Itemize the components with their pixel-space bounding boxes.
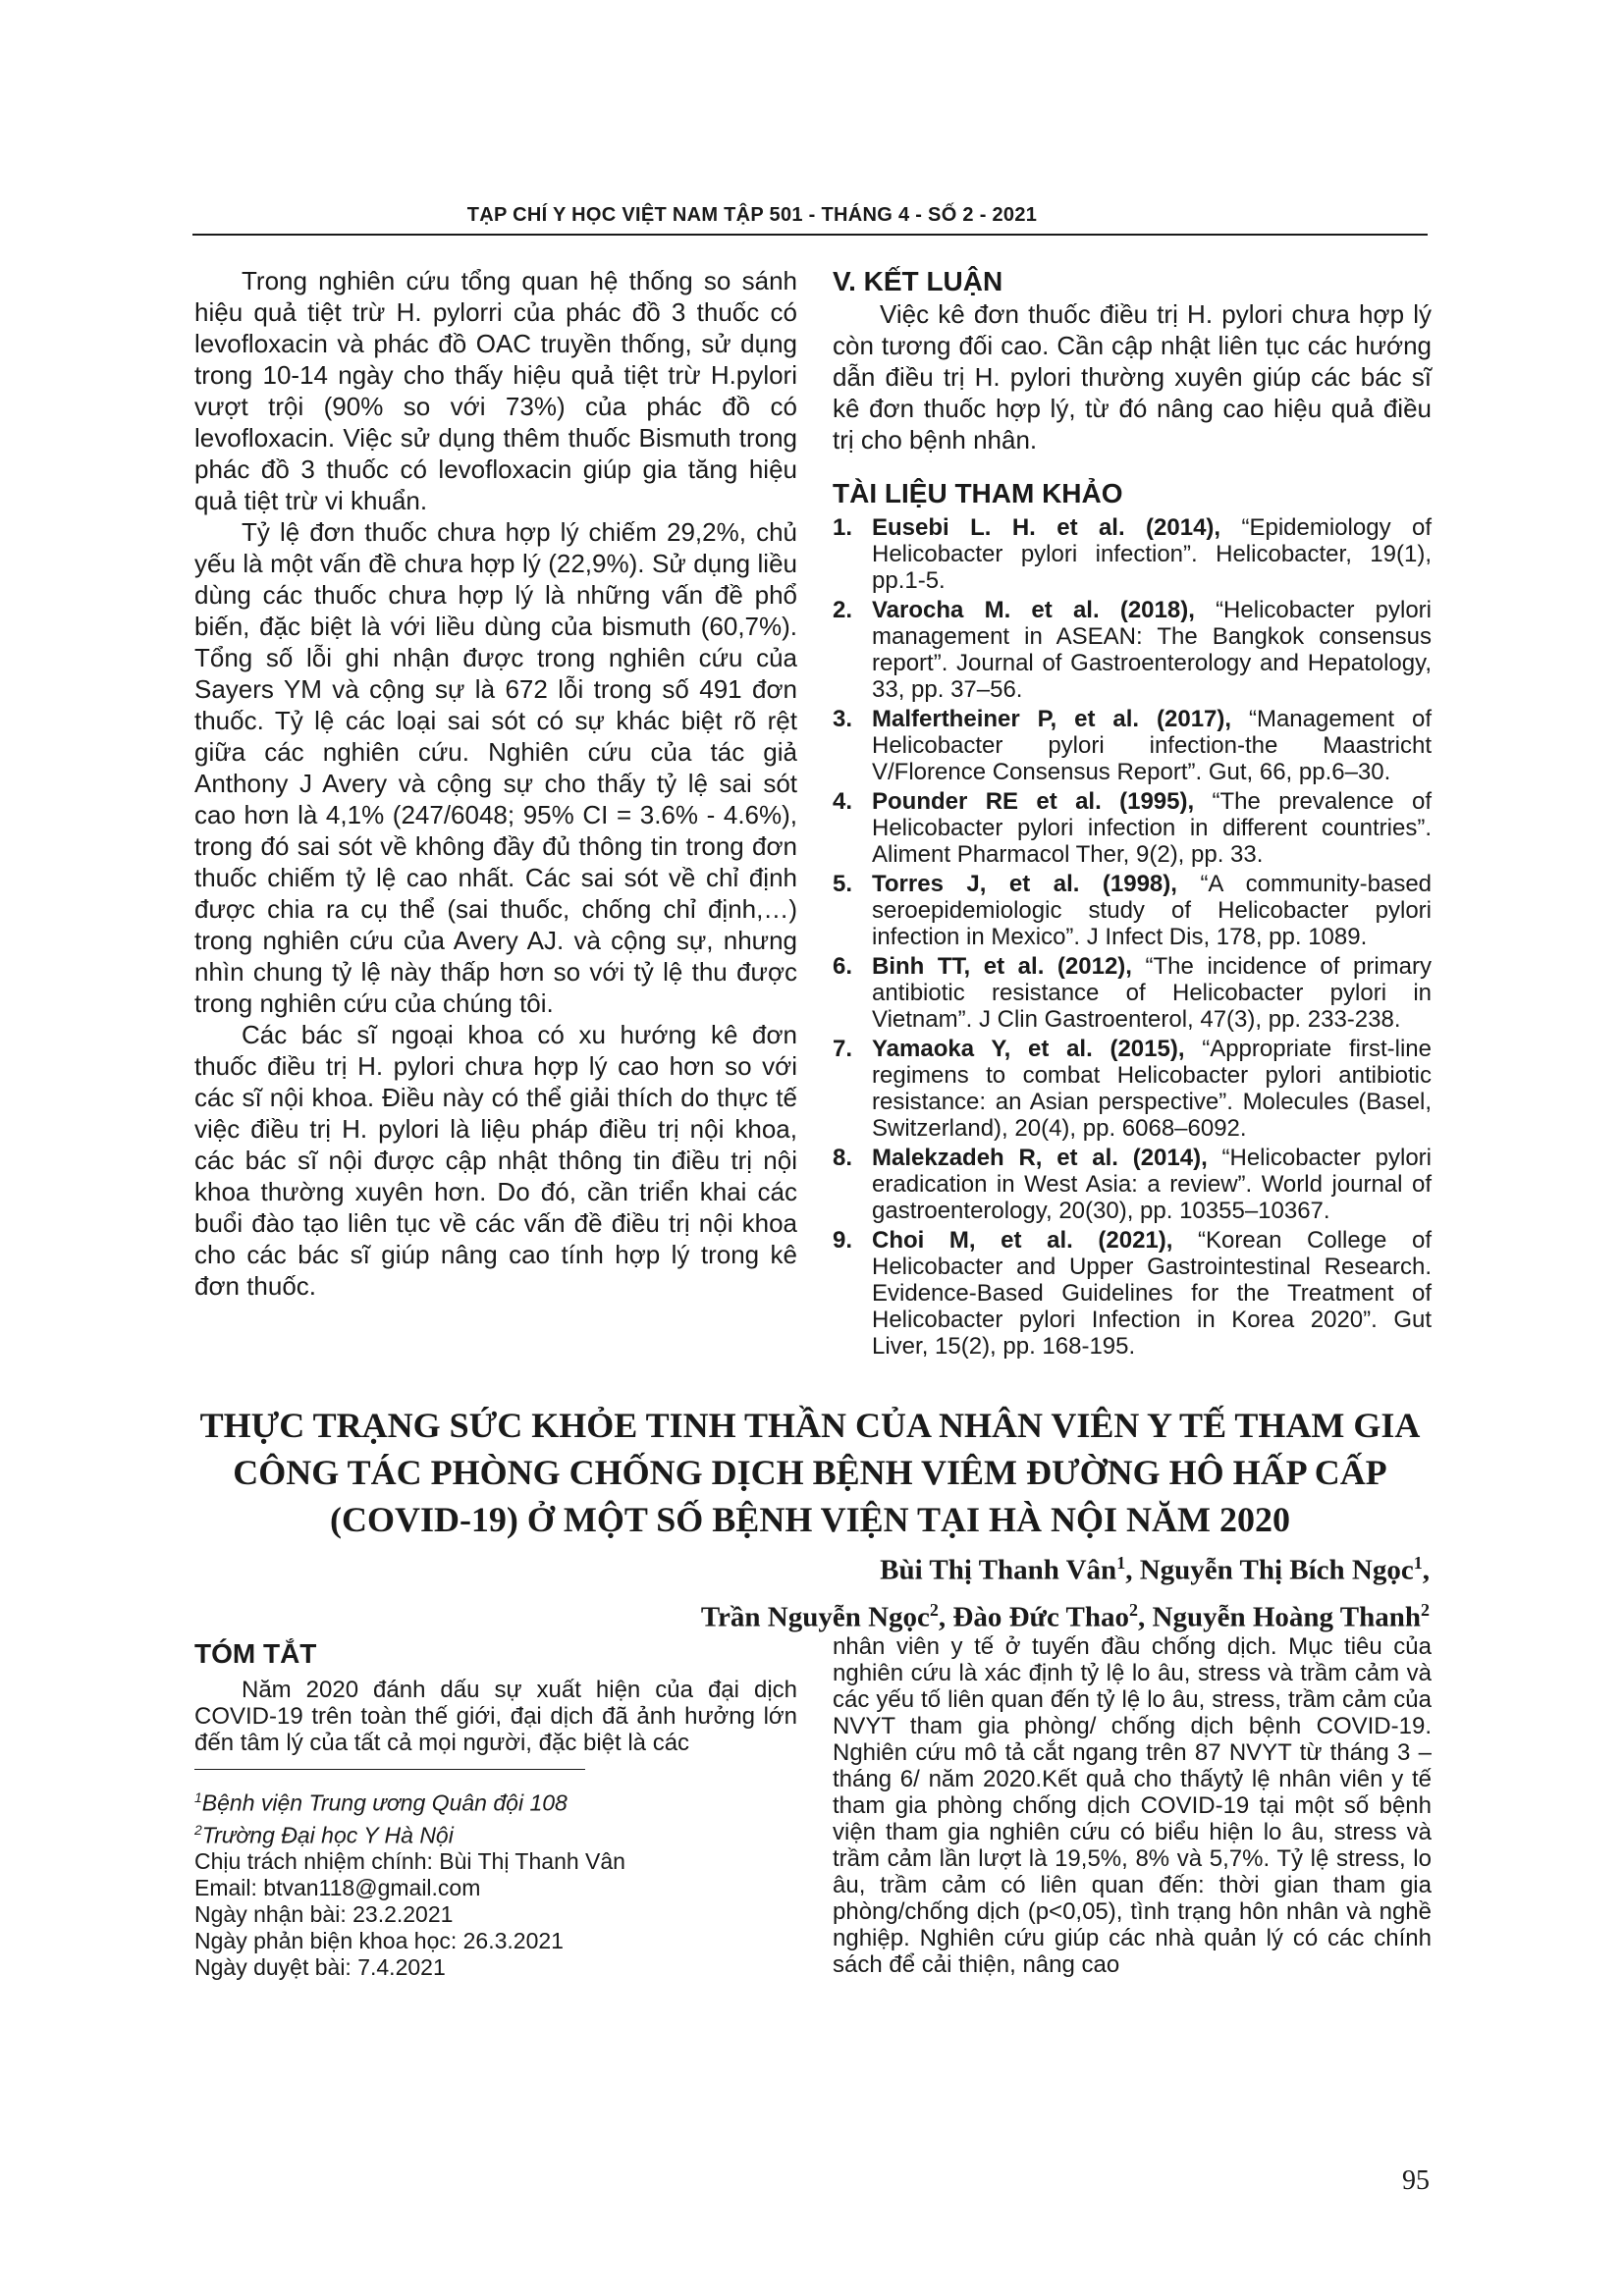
body-paragraph: Trong nghiên cứu tổng quan hệ thống so sánh hiệu quả tiệt trừ H. pylorri của phác đồ 3 thuốc có levofloxacin và phác đồ OAC truyền thống, sử dụng trong 10-14 ngày cho thấy hiệu quả tiệt trừ H.pylori vượt trội (90% so với 73%) của phác đồ có levofloxacin. Việc sử dụng thêm thuốc Bismuth trong phác đồ 3 thuốc có levofloxacin giúp gia tăng hiệu quả tiệt trừ vi khuẩn. bbox=[194, 266, 797, 515]
author-line bbox=[701, 1590, 1430, 1637]
abstract-text-continued: nhân viên y tế ở tuyến đầu chống dịch. Mục tiêu của nghiên cứu là xác định tỷ lệ lo âu, stress và trầm cảm và các yếu tố liên quan đến tỷ lệ lo âu, stress, trầm cảm của NVYT tham gia phòng/ chống dịch bệnh COVID-19. Nghiên cứu mô tả cắt ngang trên 87 NVYT từ tháng 3 – tháng 6/ năm 2020.Kết quả cho thấytỷ lệ nhân viên y tế tham gia phòng chống dịch COVID-19 tại một số bệnh viện tham gia nghiên cứu có biểu hiện lo âu, stress và trầm cảm lần lượt là 19,5%, 8% và 5,7%. Tỷ lệ stress, lo âu, trầm cảm có liên quan đến: thời gian tham gia phòng/chống dịch (p<0,05), tình trạng hôn nhân và nghề nghiệp. Nghiên cứu giúp các nhà quản lý có các chính sách để cải thiện, nâng cao bbox=[833, 1633, 1432, 1978]
affiliation-1: $^1$Bệnh viện Trung ương Quân đội 108 bbox=[194, 1789, 568, 1816]
reference-item: 9. Choi M, et al. (2021), “Korean College of Helicobacter and Upper Gastrointestinal Research. Evidence-Based Guidelines for the Treatment of Helicobacter pylori Infection in Korea 2020”. Gut Liver, 15(2), pp. 168-195. bbox=[833, 1227, 1433, 1360]
author-separator: , bbox=[1125, 1554, 1140, 1586]
footnotes bbox=[194, 1785, 797, 1981]
reference-item: 4. Pounder RE et al. (1995), “The prevalence of Helicobacter pylori infection in different countries”. Aliment Pharmacol Ther, 9(2), pp. 33. bbox=[833, 788, 1432, 868]
reference-item: 6. Binh TT, et al. (2012), “The incidence of primary antibiotic resistance of Helicobacter pylori in Vietnam”. J Clin Gastroenterol, 47(3), pp. 233-238. bbox=[833, 953, 1432, 1033]
author-affiliation-mark: 2 bbox=[1129, 1599, 1139, 1620]
reference-item: 1. Eusebi L. H. et al. (2014), “Epidemiology of Helicobacter pylori infection”. Helicobacter, 19(1), pp.1-5. bbox=[833, 514, 1432, 594]
abstract-right bbox=[833, 1633, 1432, 1978]
page-number: 95 bbox=[1402, 2165, 1430, 2196]
reference-item: 2. Varocha M. et al. (2018), “Helicobacter pylori management in ASEAN: The Bangkok consensus report”. Journal of Gastroenterology and Hepatology, 33, pp. 37–56. bbox=[833, 597, 1432, 703]
author-name: Trần Nguyễn Ngọc bbox=[700, 1601, 930, 1633]
corresponding-author: Chịu trách nhiệm chính: Bùi Thị Thanh Vân bbox=[194, 1848, 625, 1875]
accepted-date: Ngày duyệt bài: 7.4.2021 bbox=[194, 1954, 446, 1981]
author-list bbox=[701, 1543, 1430, 1636]
article-title bbox=[192, 1402, 1428, 1543]
author-name: Đào Đức Thao bbox=[952, 1601, 1130, 1633]
left-column bbox=[194, 265, 797, 1302]
title-line: THỰC TRẠNG SỨC KHỎE TINH THẦN CỦA NHÂN VIÊN Y TẾ THAM GIA bbox=[199, 1406, 1421, 1445]
reference-item: 5. Torres J, et al. (1998), “A community-based seroepidemiologic study of Helicobacter pylori infection in Mexico”. J Infect Dis, 178, pp. 1089. bbox=[833, 871, 1433, 950]
conclusion-heading: V. KẾT LUẬN bbox=[833, 266, 1003, 296]
reference-item: 8. Malekzadeh R, et al. (2014), “Helicobacter pylori eradication in West Asia: a review”. World journal of gastroenterology, 20(30), pp. 10355–10367. bbox=[833, 1145, 1432, 1224]
conclusion-text: Việc kê đơn thuốc điều trị H. pylori chưa hợp lý còn tương đối cao. Cần cập nhật liên tục các hướng dẫn điều trị H. pylori thường xuyên giúp các bác sĩ kê đơn thuốc hợp lý, từ đó nâng cao hiệu quả điều trị cho bệnh nhân. bbox=[833, 299, 1432, 454]
abstract-heading: TÓM TẮT bbox=[194, 1638, 317, 1669]
author-name: Nguyễn Hoàng Thanh bbox=[1152, 1601, 1421, 1633]
body-paragraph: Các bác sĩ ngoại khoa có xu hướng kê đơn thuốc điều trị H. pylori chưa hợp lý cao hơn so với các sĩ nội khoa. Điều này có thể giải thích do thực tế việc điều trị H. pylori là liệu pháp điều trị nội khoa, các bác sĩ nội được cập nhật thông tin điều trị nội khoa thường xuyên hơn. Do đó, cần triển khai các buổi đào tạo liên tục về các vấn đề điều trị nội khoa cho các bác sĩ giúp nâng cao tính hợp lý trong kê đơn thuốc. bbox=[194, 1020, 797, 1301]
footnote-rule bbox=[194, 1769, 585, 1770]
author-line bbox=[701, 1543, 1430, 1590]
right-column bbox=[833, 265, 1432, 1362]
review-date: Ngày phản biện khoa học: 26.3.2021 bbox=[194, 1928, 564, 1954]
author-affiliation-mark: 2 bbox=[929, 1599, 939, 1620]
journal-header: TẠP CHÍ Y HỌC VIỆT NAM TẬP 501 - THÁNG 4 - SỐ 2 - 2021 bbox=[466, 204, 1038, 226]
abstract-left bbox=[194, 1637, 797, 1756]
author-separator: , bbox=[1422, 1554, 1430, 1586]
references-heading: TÀI LIỆU THAM KHẢO bbox=[833, 478, 1123, 508]
header-rule bbox=[192, 234, 1428, 236]
email: Email: btvan118@gmail.com bbox=[194, 1875, 481, 1901]
title-line: (COVID-19) Ở MỘT SỐ BỆNH VIỆN TẠI HÀ NỘI NĂM 2020 bbox=[329, 1500, 1291, 1539]
body-paragraph: Tỷ lệ đơn thuốc chưa hợp lý chiếm 29,2%, chủ yếu là một vấn đề chưa hợp lý (22,9%). Sử dụng liều dùng các thuốc chưa hợp lý là những vấn đề phổ biến, đặc biệt là với liều dùng của bismuth (60,7%). Tổng số lỗi ghi nhận được trong nghiên cứu của Sayers YM và cộng sự là 672 lỗi trong số 491 đơn thuốc. Tỷ lệ các loại sai sót có sự khác biệt rõ rệt giữa các nghiên cứu. Nghiên cứu của tác giả Anthony J Avery và cộng sự cho thấy tỷ lệ sai sót cao hơn là 4,1% (247/6048; 95% CI = 3.6% - 4.6%), trong đó sai sót về không đầy đủ thông tin trong đơn thuốc chiếm tỷ lệ cao nhất. Các sai sót về chỉ định được chia ra cụ thể (sai thuốc, chống chỉ định,…) trong nghiên cứu của Avery AJ. và cộng sự, nhưng nhìn chung tỷ lệ này thấp hơn so với tỷ lệ thu được trong nghiên cứu của chúng tôi. bbox=[194, 517, 797, 1018]
reference-item: 7. Yamaoka Y, et al. (2015), “Appropriate first-line regimens to combat Helicobacter pylori antibiotic resistance: an Asian perspective”. Molecules (Basel, Switzerland), 20(4), pp. 6068–6092. bbox=[833, 1036, 1432, 1142]
title-line: CÔNG TÁC PHÒNG CHỐNG DỊCH BỆNH VIÊM ĐƯỜNG HÔ HẤP CẤP bbox=[233, 1453, 1387, 1492]
author-affiliation-mark: 2 bbox=[1421, 1599, 1430, 1620]
author-name: Bùi Thị Thanh Vân bbox=[880, 1554, 1117, 1586]
author-affiliation-mark: 1 bbox=[1413, 1553, 1423, 1573]
author-affiliation-mark: 1 bbox=[1116, 1553, 1126, 1573]
references-list bbox=[833, 514, 1432, 1360]
received-date: Ngày nhận bài: 23.2.2021 bbox=[194, 1901, 454, 1928]
abstract-text: Năm 2020 đánh dấu sự xuất hiện của đại dịch COVID-19 trên toàn thế giới, đại dịch đã ảnh hưởng lớn đến tâm lý của tất cả mọi người, đặc biệt là các bbox=[194, 1677, 797, 1756]
author-separator: , bbox=[1138, 1601, 1153, 1633]
reference-item: 3. Malfertheiner P, et al. (2017), “Management of Helicobacter pylori infection-the Maastricht V/Florence Consensus Report”. Gut, 66, pp.6–30. bbox=[833, 706, 1432, 785]
affiliation-2: $^2$Trường Đại học Y Hà Nội bbox=[194, 1821, 454, 1848]
author-separator: , bbox=[938, 1601, 953, 1633]
author-name: Nguyễn Thị Bích Ngọc bbox=[1139, 1554, 1414, 1586]
